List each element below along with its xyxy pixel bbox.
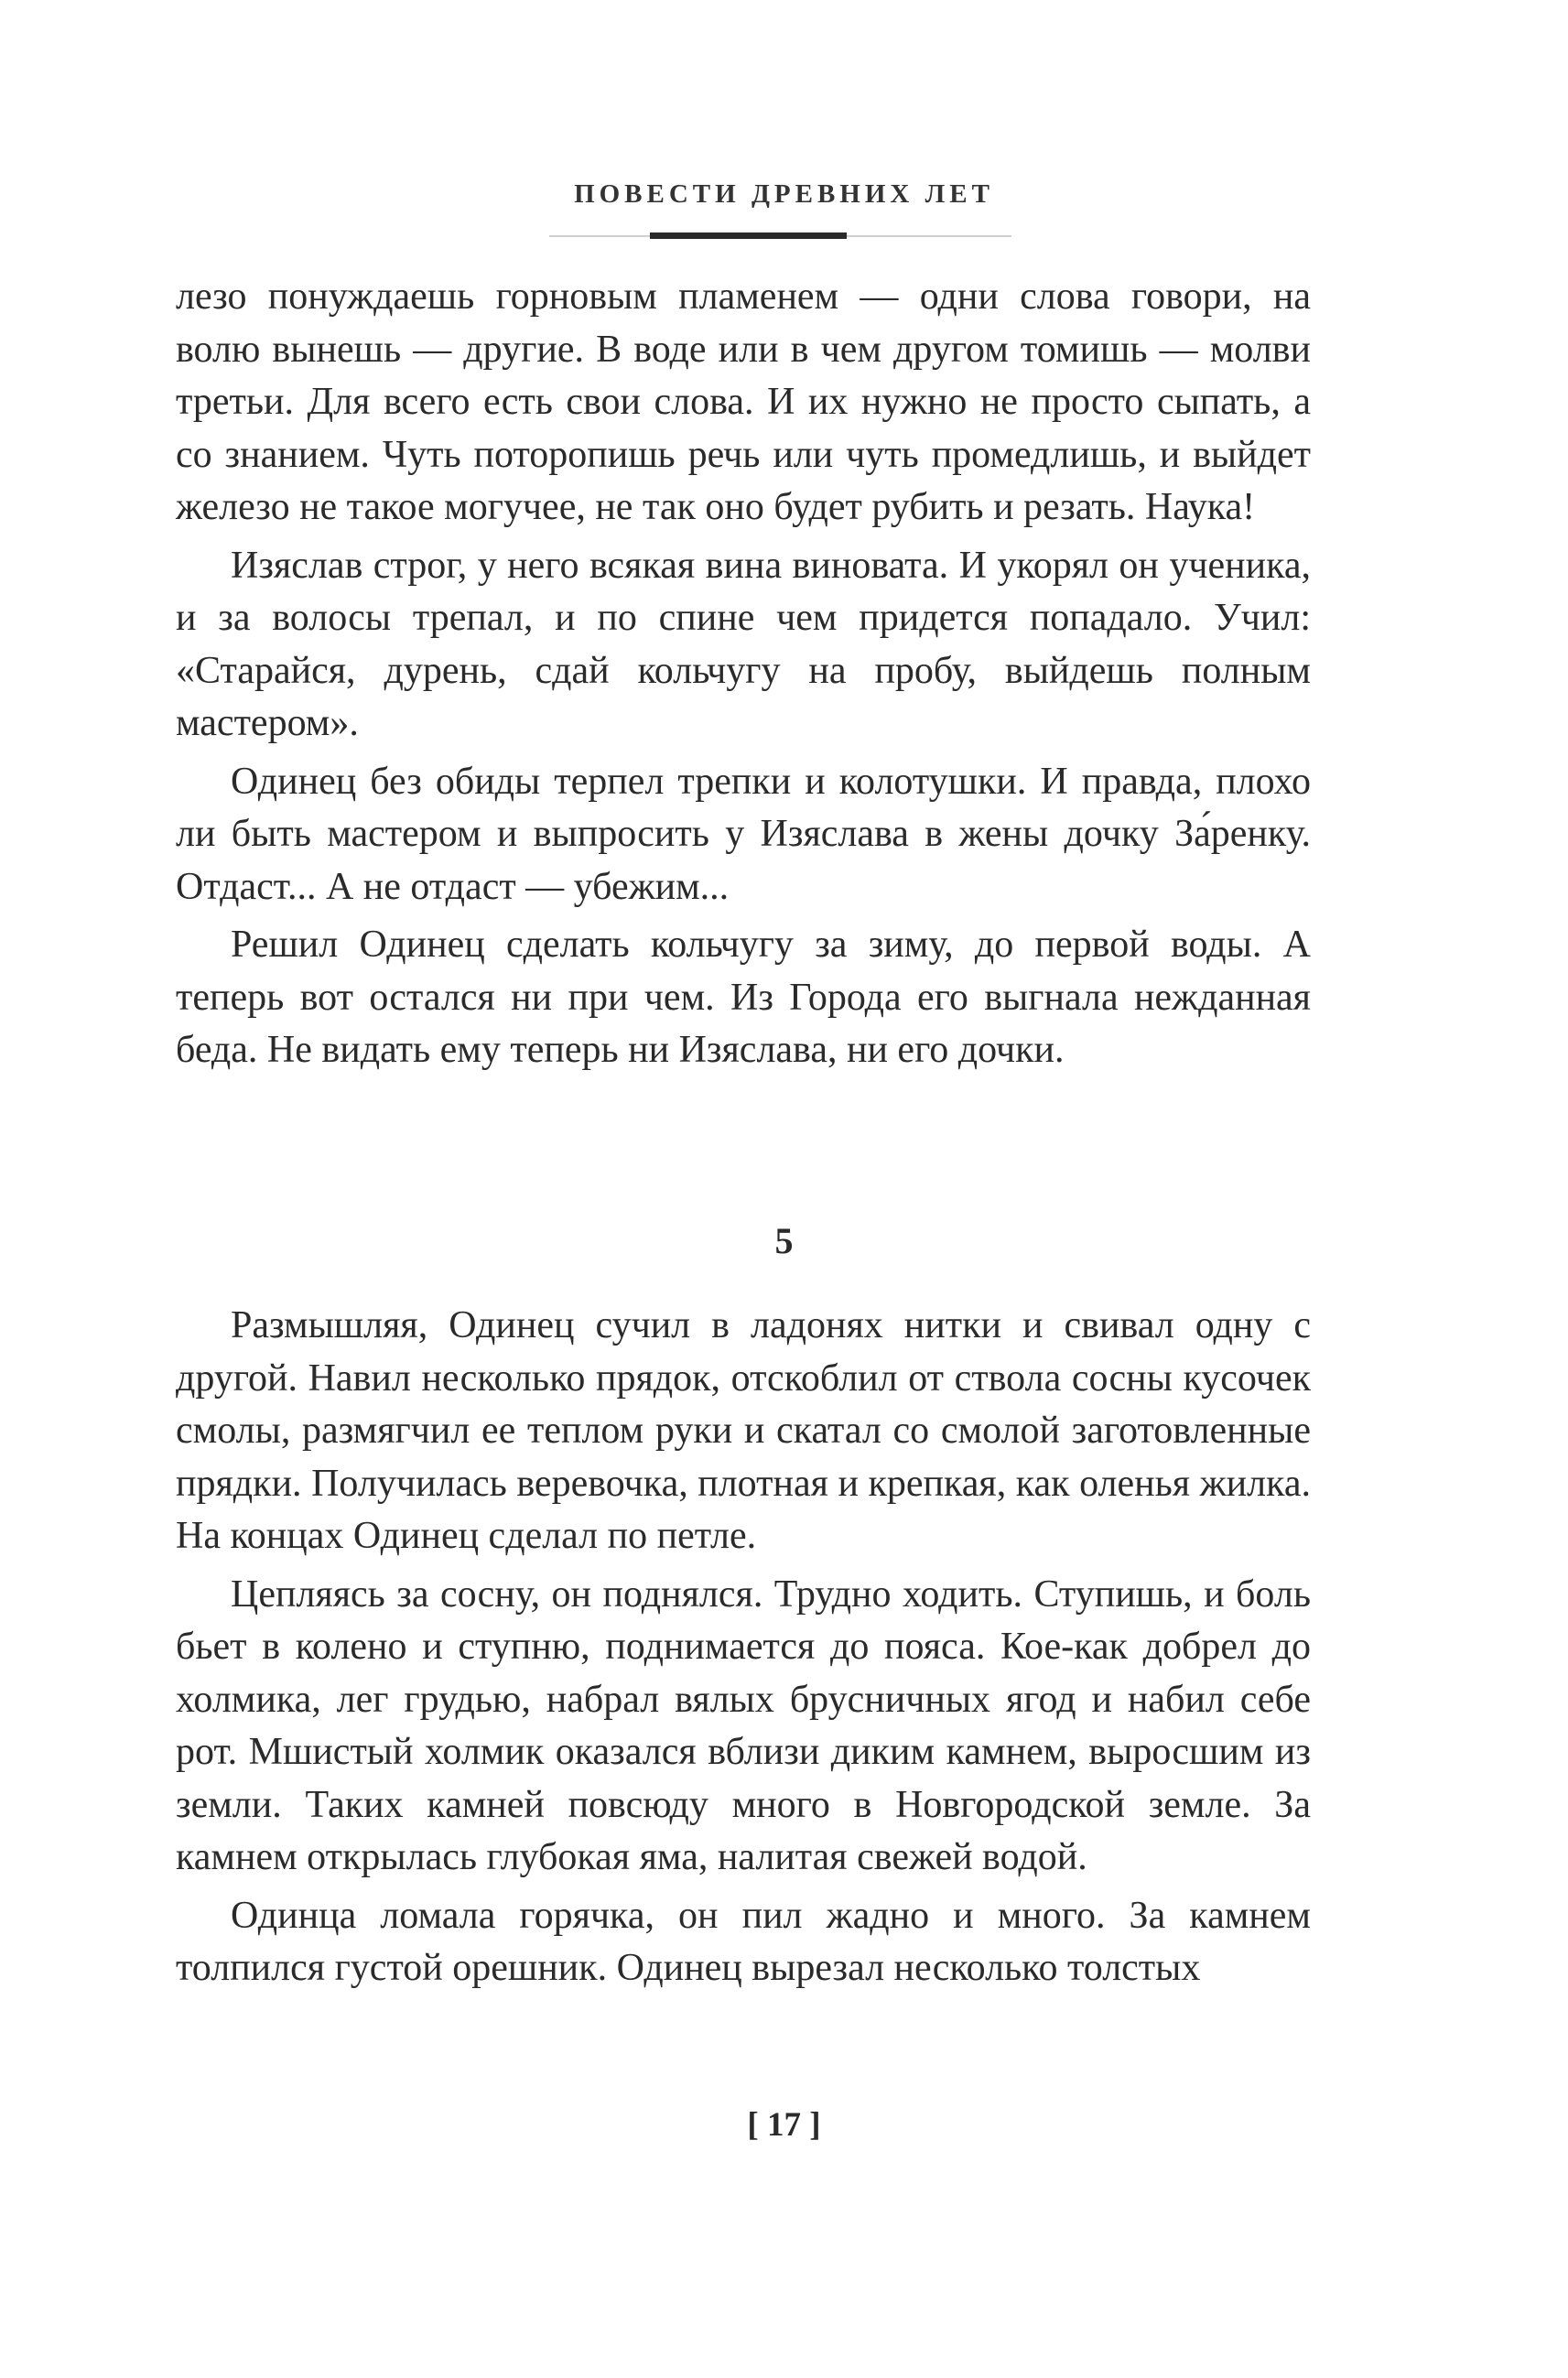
page-number: [ 17 ] <box>747 2106 821 2144</box>
header-rule-accent <box>650 232 847 239</box>
text-block-top <box>176 271 1311 1077</box>
paragraph: Изяслав строг, у него всякая вина виновата. И укорял он ученика, и за волосы трепал, и по спине чем придется попадало. Учил: «Старайся, дурень, сдай кольчугу на пробу, выйдешь полным мастером». <box>176 544 1311 744</box>
paragraph: Решил Одинец сделать кольчугу за зиму, до первой воды. А теперь вот остался ни при чем. Из Города его выгнала нежданная беда. Не видать ему теперь ни Изяслава, ни его дочки. <box>176 924 1311 1071</box>
paragraph: Цепляясь за сосну, он поднялся. Трудно ходить. Ступишь, и боль бьет в колено и ступню, поднимается до пояса. Кое-как добрел до холмика, лег грудью, набрал вялых брусничных ягод и набил себе рот. Мшистый холмик оказался вблизи диким камнем, выросшим из земли. Таких камней повсюду много в Новгородской земле. За камнем открылась глубокая яма, налитая свежей водой. <box>176 1573 1311 1878</box>
text-block-bottom <box>176 1300 1311 1995</box>
paragraph: Размышляя, Одинец сучил в ладонях нитки и свивал одну с другой. Навил несколько прядок, отскоблил от ствола сосны кусочек смолы, размягчил ее теплом руки и скатал со смолой заготовленные прядки. Получилась веревочка, плотная и крепкая, как оленья жилка. На концах Одинец сделал по петле. <box>176 1304 1311 1557</box>
running-header: ПОВЕСТИ ДРЕВНИХ ЛЕТ <box>574 179 994 209</box>
paragraph: Одинец без обиды терпел трепки и колотушки. И правда, плохо ли быть мастером и выпросить у Изяслава в жены дочку За́ренку. Отдаст... А не отдаст — убежим... <box>176 760 1311 908</box>
paragraph-continued: лезо понуждаешь горновым пламенем — одни слова говори, на волю вынешь — другие. В воде или в чем другом томишь — молви третьи. Для всего есть свои слова. И их нужно не просто сыпать, а со знанием. Чуть поторопишь речь или чуть промедлишь, и выйдет железо не такое могучее, не так оно будет рубить и резать. Наука! <box>176 276 1311 528</box>
paragraph: Одинца ломала горячка, он пил жадно и много. За камнем толпился густой орешник. Одинец вырезал несколько толстых <box>176 1894 1311 1989</box>
chapter-number: 5 <box>774 1220 794 1261</box>
